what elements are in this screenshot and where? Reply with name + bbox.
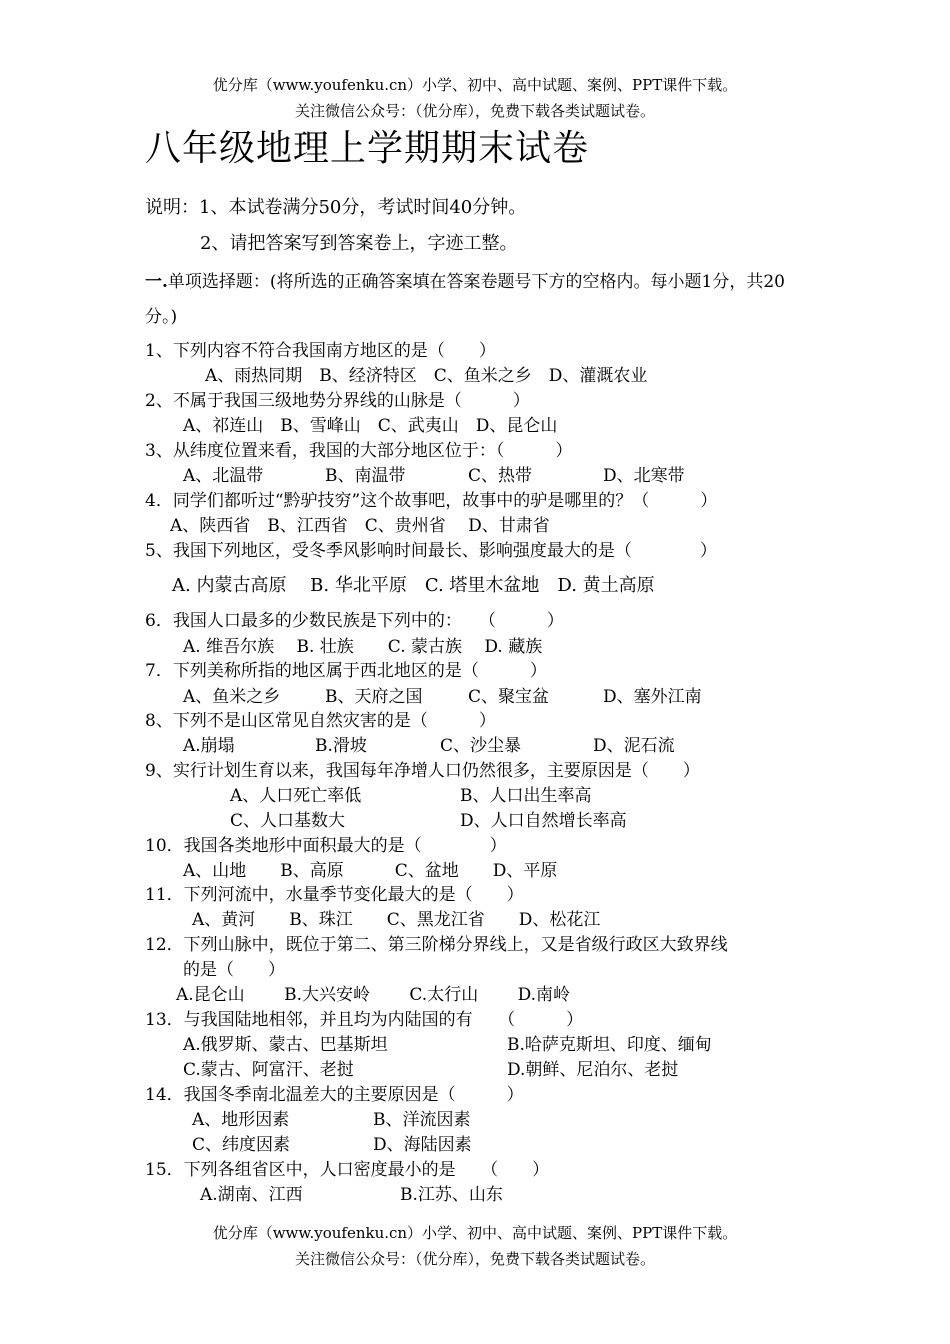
option-b: B、南温带	[325, 466, 406, 486]
option-b: B.滑坡	[315, 736, 367, 756]
question-options: A、山地 B、高原 C、盆地 D、平原	[183, 861, 558, 881]
option-d: D、塞外江南	[603, 687, 702, 707]
question-stem: 5、我国下列地区，受冬季风影响时间最长、影响强度最大的是（ ）	[145, 541, 717, 561]
option-d: D、人口自然增长率高	[460, 811, 627, 831]
question-stem: 1、下列内容不符合我国南方地区的是（ ）	[145, 341, 496, 361]
option-b: B、洋流因素	[373, 1110, 471, 1130]
section-heading	[145, 267, 785, 292]
question-stem: 14．我国冬季南北温差大的主要原因是（ ）	[145, 1085, 524, 1105]
option-a: A、北温带	[183, 466, 264, 486]
question-options: A. 内蒙古高原 B. 华北平原 C. 塔里木盆地 D. 黄土高原	[172, 575, 655, 596]
question-stem: 12．下列山脉中，既位于第二、第三阶梯分界线上，又是省级行政区大致界线	[145, 935, 728, 955]
footer-line-2: 关注微信公众号：（优分库），免费下载各类试题试卷。	[294, 1250, 655, 1268]
section-text: 单项选择题：(将所选的正确答案填在答案卷题号下方的空格内。每小题1分，共20	[167, 272, 786, 292]
question-options: A、陕西省 B、江西省 C、贵州省 D、甘肃省	[170, 516, 550, 536]
option-c: C、纬度因素	[192, 1135, 291, 1155]
option-c: C、沙尘暴	[440, 736, 522, 756]
question-stem: 2、不属于我国三级地势分界线的山脉是（ ）	[145, 391, 530, 411]
option-d: D、北寒带	[603, 466, 685, 486]
option-d: D、泥石流	[593, 736, 675, 756]
question-stem: 6．我国人口最多的少数民族是下列中的： （ ）	[145, 611, 564, 631]
question-stem: 11．下列河流中，水量季节变化最大的是（ ）	[145, 885, 524, 905]
question-stem: 9、实行计划生育以来，我国每年净增人口仍然很多，主要原因是（ ）	[145, 761, 700, 781]
question-options: A.昆仑山 B.大兴安岭 C.太行山 D.南岭	[176, 985, 571, 1005]
header-line-2: 关注微信公众号：（优分库），免费下载各类试题试卷。	[294, 102, 655, 120]
question-stem: 15．下列各组省区中，人口密度最小的是 （ ）	[145, 1160, 550, 1180]
question-options: A、祁连山 B、雪峰山 C、武夷山 D、昆仑山	[183, 416, 558, 436]
option-a: A.崩塌	[183, 736, 235, 756]
option-a: A、地形因素	[192, 1110, 290, 1130]
question-stem: 7．下列美称所指的地区属于西北地区的是（ ）	[145, 661, 547, 681]
question-stem: 13．与我国陆地相邻，并且均为内陆国的有 （ ）	[145, 1010, 584, 1030]
option-a: A.俄罗斯、蒙古、巴基斯坦	[183, 1035, 388, 1055]
question-stem: 8、下列不是山区常见自然灾害的是（ ）	[145, 711, 496, 731]
instruction-1: 说明：1、本试卷满分50分，考试时间40分钟。	[145, 197, 527, 218]
option-b: B、人口出生率高	[460, 786, 592, 806]
option-d: D.朝鲜、尼泊尔、老挝	[507, 1060, 679, 1080]
question-stem: 10．我国各类地形中面积最大的是（ ）	[145, 836, 507, 856]
option-d: D、海陆因素	[373, 1135, 472, 1155]
question-stem: 3、从纬度位置来看，我国的大部分地区位于：（ ）	[145, 441, 573, 461]
option-c: C、热带	[468, 466, 533, 486]
question-stem: 4．同学们都听过“黔驴技穷”这个故事吧，故事中的驴是哪里的？（ ）	[145, 491, 718, 511]
question-options: A、黄河 B、珠江 C、黑龙江省 D、松花江	[192, 910, 601, 930]
option-b: B.江苏、山东	[400, 1185, 503, 1205]
section-text-cont: 分。)	[145, 307, 178, 327]
footer-line-1: 优分库（www.youfenku.cn）小学、初中、高中试题、案例、PPT课件下载。	[212, 1224, 738, 1242]
option-b: B、天府之国	[325, 687, 423, 707]
option-a: A、鱼米之乡	[183, 687, 281, 707]
header-line-1: 优分库（www.youfenku.cn）小学、初中、高中试题、案例、PPT课件下载。	[212, 76, 738, 94]
section-marker: 一.	[145, 272, 168, 292]
option-c: C、聚宝盆	[468, 687, 550, 707]
option-a: A.湖南、江西	[200, 1185, 303, 1205]
instruction-2: 2、请把答案写到答案卷上，字迹工整。	[200, 233, 518, 254]
page-title: 八年级地理上学期期末试卷	[145, 128, 590, 169]
option-b: B.哈萨克斯坦、印度、缅甸	[507, 1035, 712, 1055]
question-stem-cont: 的是（ ）	[183, 960, 285, 980]
option-a: A、人口死亡率低	[230, 786, 362, 806]
option-c: C.蒙古、阿富汗、老挝	[183, 1060, 354, 1080]
question-options: A. 维吾尔族 B. 壮族 C. 蒙古族 D. 藏族	[183, 637, 543, 657]
question-options: A、雨热同期 B、经济特区 C、鱼米之乡 D、灌溉农业	[205, 366, 648, 386]
option-c: C、人口基数大	[230, 811, 346, 831]
